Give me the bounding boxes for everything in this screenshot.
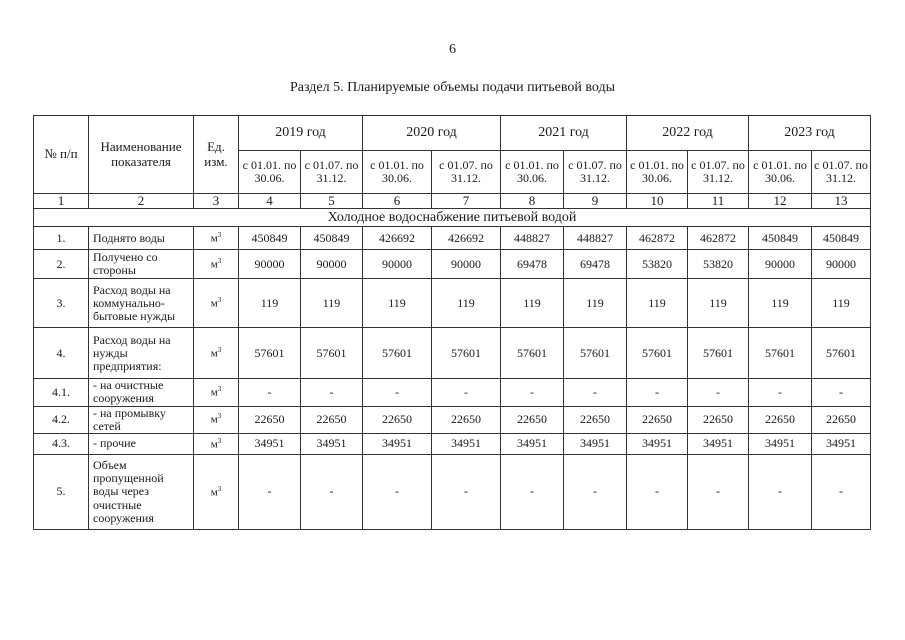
column-number: 9 (564, 194, 627, 209)
row-number: 4. (34, 328, 89, 379)
value-cell: 34951 (239, 434, 301, 455)
value-cell: 34951 (564, 434, 627, 455)
value-cell: - (432, 379, 501, 406)
indicator-name: - на очистные сооружения (89, 379, 194, 406)
value-cell: 119 (363, 279, 432, 328)
value-cell: 119 (749, 279, 812, 328)
column-number: 13 (812, 194, 871, 209)
column-number: 3 (194, 194, 239, 209)
column-number: 11 (688, 194, 749, 209)
section-header-row (34, 209, 871, 227)
header-period: с 01.07. по 31.12. (564, 151, 627, 194)
value-cell: 119 (564, 279, 627, 328)
value-cell: 57601 (812, 328, 871, 379)
value-cell: - (363, 455, 432, 530)
header-period: с 01.07. по 31.12. (812, 151, 871, 194)
value-cell: 57601 (363, 328, 432, 379)
value-cell: - (812, 455, 871, 530)
value-cell: 90000 (239, 250, 301, 279)
indicator-name: Объем пропущенной воды через очистные сооружения (89, 455, 194, 530)
header-year: 2021 год (501, 116, 627, 151)
indicator-name: Расход воды на коммунально-бытовые нужды (89, 279, 194, 328)
row-number: 4.2. (34, 406, 89, 433)
row-number: 5. (34, 455, 89, 530)
value-cell: 69478 (564, 250, 627, 279)
table-row (34, 250, 871, 279)
value-cell: 119 (301, 279, 363, 328)
column-number: 8 (501, 194, 564, 209)
value-cell: 119 (501, 279, 564, 328)
value-cell: 119 (627, 279, 688, 328)
page-number: 6 (449, 42, 456, 57)
indicator-name: - прочие (89, 434, 194, 455)
value-cell: 119 (688, 279, 749, 328)
header-period: с 01.07. по 31.12. (688, 151, 749, 194)
unit-base: м (210, 438, 218, 451)
header-year: 2020 год (363, 116, 501, 151)
value-cell: 57601 (627, 328, 688, 379)
header-year: 2019 год (239, 116, 363, 151)
value-cell: 119 (432, 279, 501, 328)
table-row (34, 434, 871, 455)
value-cell: 90000 (749, 250, 812, 279)
value-cell: 34951 (627, 434, 688, 455)
unit-base: м (210, 486, 218, 499)
header-name: Наименование показателя (89, 116, 194, 194)
value-cell: 462872 (688, 227, 749, 250)
header-period: с 01.01. по 30.06. (239, 151, 301, 194)
header-period: с 01.01. по 30.06. (627, 151, 688, 194)
value-cell: 34951 (749, 434, 812, 455)
value-cell: 90000 (301, 250, 363, 279)
value-cell: 119 (812, 279, 871, 328)
table-body (34, 209, 871, 530)
value-cell: 57601 (239, 328, 301, 379)
value-cell: - (627, 379, 688, 406)
table-row (34, 279, 871, 328)
value-cell: 90000 (363, 250, 432, 279)
column-number: 7 (432, 194, 501, 209)
row-number: 1. (34, 227, 89, 250)
column-number: 6 (363, 194, 432, 209)
water-supply-table (33, 115, 871, 530)
unit-exponent: 3 (217, 345, 222, 354)
unit-exponent: 3 (217, 230, 222, 239)
value-cell: 34951 (501, 434, 564, 455)
value-cell: 22650 (501, 406, 564, 433)
value-cell: 426692 (363, 227, 432, 250)
value-cell: 119 (239, 279, 301, 328)
unit-cell (194, 379, 239, 406)
unit-cell (194, 328, 239, 379)
value-cell: - (301, 455, 363, 530)
unit-base: м (210, 414, 218, 427)
column-number: 10 (627, 194, 688, 209)
column-number: 12 (749, 194, 812, 209)
table-row (34, 328, 871, 379)
unit-exponent: 3 (217, 412, 222, 421)
value-cell: 450849 (749, 227, 812, 250)
row-number: 4.1. (34, 379, 89, 406)
header-period: с 01.01. по 30.06. (363, 151, 432, 194)
value-cell: 57601 (301, 328, 363, 379)
value-cell: - (749, 379, 812, 406)
header-num: № п/п (34, 116, 89, 194)
header-period: с 01.01. по 30.06. (501, 151, 564, 194)
value-cell: 448827 (564, 227, 627, 250)
value-cell: - (239, 379, 301, 406)
value-cell: 22650 (363, 406, 432, 433)
value-cell: 22650 (564, 406, 627, 433)
header-period: с 01.07. по 31.12. (301, 151, 363, 194)
unit-cell (194, 434, 239, 455)
column-number-row (34, 194, 871, 209)
value-cell: 57601 (501, 328, 564, 379)
value-cell: 34951 (301, 434, 363, 455)
unit-exponent: 3 (217, 436, 222, 445)
indicator-name: - на промывку сетей (89, 406, 194, 433)
table-row (34, 406, 871, 433)
value-cell: 22650 (749, 406, 812, 433)
row-number: 2. (34, 250, 89, 279)
value-cell: - (564, 455, 627, 530)
value-cell: 53820 (688, 250, 749, 279)
header-unit: Ед. изм. (194, 116, 239, 194)
value-cell: 57601 (688, 328, 749, 379)
indicator-name: Расход воды на нужды предприятия: (89, 328, 194, 379)
value-cell: 22650 (239, 406, 301, 433)
value-cell: - (564, 379, 627, 406)
value-cell: 34951 (363, 434, 432, 455)
value-cell: 22650 (432, 406, 501, 433)
value-cell: 448827 (501, 227, 564, 250)
indicator-name: Получено со стороны (89, 250, 194, 279)
unit-exponent: 3 (217, 385, 222, 394)
value-cell: 57601 (749, 328, 812, 379)
value-cell: - (627, 455, 688, 530)
indicator-name: Поднято воды (89, 227, 194, 250)
value-cell: - (749, 455, 812, 530)
section-title: Раздел 5. Планируемые объемы подачи питьевой воды (290, 80, 615, 95)
unit-exponent: 3 (217, 256, 222, 265)
value-cell: 450849 (812, 227, 871, 250)
value-cell: 53820 (627, 250, 688, 279)
header-year: 2022 год (627, 116, 749, 151)
value-cell: - (363, 379, 432, 406)
value-cell: 462872 (627, 227, 688, 250)
unit-base: м (210, 297, 218, 310)
value-cell: - (501, 455, 564, 530)
value-cell: 450849 (239, 227, 301, 250)
column-number: 2 (89, 194, 194, 209)
row-number: 3. (34, 279, 89, 328)
value-cell: 34951 (432, 434, 501, 455)
value-cell: 22650 (627, 406, 688, 433)
unit-base: м (210, 386, 218, 399)
column-number: 5 (301, 194, 363, 209)
value-cell: - (432, 455, 501, 530)
header-period: с 01.01. по 30.06. (749, 151, 812, 194)
unit-base: м (210, 232, 218, 245)
table-row (34, 455, 871, 530)
value-cell: 34951 (812, 434, 871, 455)
unit-cell (194, 455, 239, 530)
value-cell: 22650 (301, 406, 363, 433)
value-cell: - (688, 455, 749, 530)
value-cell: 34951 (688, 434, 749, 455)
value-cell: 90000 (432, 250, 501, 279)
value-cell: 22650 (688, 406, 749, 433)
unit-base: м (210, 258, 218, 271)
unit-base: м (210, 347, 218, 360)
unit-cell (194, 250, 239, 279)
value-cell: - (239, 455, 301, 530)
unit-exponent: 3 (217, 295, 222, 304)
unit-cell (194, 279, 239, 328)
unit-cell (194, 227, 239, 250)
value-cell: 426692 (432, 227, 501, 250)
header-period: с 01.07. по 31.12. (432, 151, 501, 194)
value-cell: 57601 (564, 328, 627, 379)
header-year: 2023 год (749, 116, 871, 151)
unit-cell (194, 406, 239, 433)
value-cell: 22650 (812, 406, 871, 433)
table-row (34, 379, 871, 406)
value-cell: - (688, 379, 749, 406)
row-number: 4.3. (34, 434, 89, 455)
value-cell: - (501, 379, 564, 406)
column-number: 1 (34, 194, 89, 209)
value-cell: - (301, 379, 363, 406)
value-cell: - (812, 379, 871, 406)
value-cell: 90000 (812, 250, 871, 279)
unit-exponent: 3 (217, 484, 222, 493)
value-cell: 57601 (432, 328, 501, 379)
table-row (34, 227, 871, 250)
value-cell: 450849 (301, 227, 363, 250)
column-number: 4 (239, 194, 301, 209)
section-header: Холодное водоснабжение питьевой водой (34, 209, 871, 227)
value-cell: 69478 (501, 250, 564, 279)
